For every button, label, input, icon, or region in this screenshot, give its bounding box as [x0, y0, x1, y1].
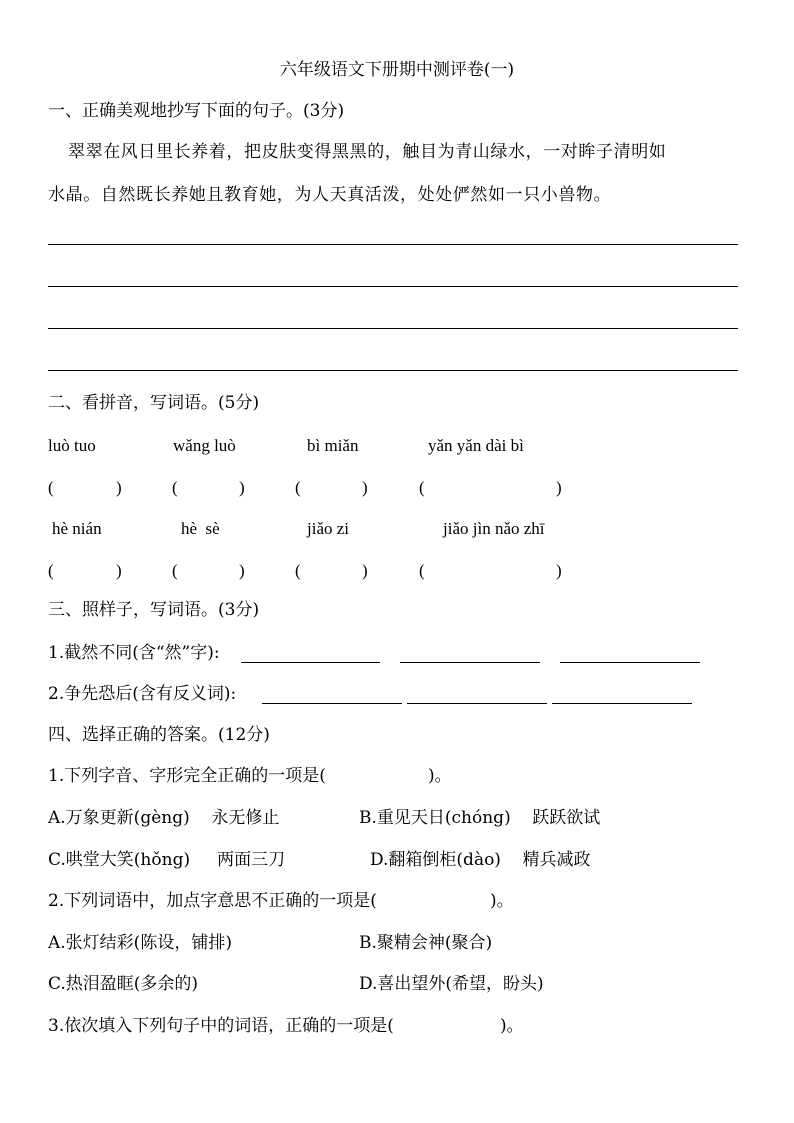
pinyin-wangluo: wǎng luò [173, 436, 236, 455]
writing-line-3[interactable] [48, 328, 738, 329]
s4-q3-stem-end: )。 [500, 1016, 524, 1036]
pinyin-yanyandaibi: yǎn yǎn dài bì [428, 436, 524, 455]
s3-question-1: 1.截然不同(含“然”字): [48, 643, 220, 663]
answer-paren-open: ( [295, 561, 301, 580]
s4-q2-option-c[interactable]: C.热泪盈眶(多余的) [48, 974, 199, 994]
s4-q2-stem-end: )。 [490, 891, 514, 911]
pinyin-jiaojinnaozhi: jiǎo jìn nǎo zhī [443, 519, 545, 538]
section-4-heading: 四、选择正确的答案。(12分) [48, 725, 270, 745]
writing-line-1[interactable] [48, 244, 738, 245]
answer-paren-open: ( [48, 478, 54, 497]
passage-line-2: 水晶。自然既长养她且教育她，为人天真活泼，处处俨然如一只小兽物。 [48, 185, 612, 205]
s4-q1-option-b[interactable]: B.重见天日(chóng) 跃跃欲试 [359, 808, 601, 828]
s4-q2-option-a[interactable]: A.张灯结彩(陈设，铺排) [48, 933, 232, 953]
answer-paren-open: ( [172, 561, 178, 580]
pinyin-bimian: bì miǎn [307, 436, 359, 455]
s4-q3-stem: 3.依次填入下列句子中的词语，正确的一项是( [48, 1016, 394, 1036]
answer-paren-close: ) [116, 478, 122, 497]
answer-paren-close: ) [239, 561, 245, 580]
section-2-heading: 二、看拼音，写词语。(5分) [48, 393, 260, 413]
answer-paren-close: ) [556, 561, 562, 580]
passage-line-1: 翠翠在风日里长养着，把皮肤变得黑黑的，触目为青山绿水，一对眸子清明如 [68, 142, 667, 162]
answer-blank[interactable] [407, 703, 547, 704]
s3-question-2: 2.争先恐后(含有反义词): [48, 684, 237, 704]
answer-paren-close: ) [116, 561, 122, 580]
s4-q1-option-a[interactable]: A.万象更新(gèng) 永无修止 [48, 808, 280, 828]
answer-paren-close: ) [556, 478, 562, 497]
pinyin-luotuo: luò tuo [48, 436, 96, 455]
s4-q2-option-b[interactable]: B.聚精会神(聚合) [359, 933, 493, 953]
page-title: 六年级语文下册期中测评卷(一) [279, 60, 515, 80]
answer-blank[interactable] [552, 703, 692, 704]
answer-paren-close: ) [362, 478, 368, 497]
answer-blank[interactable] [262, 703, 402, 704]
section-3-heading: 三、照样子，写词语。(3分) [48, 600, 260, 620]
answer-paren-open: ( [419, 561, 425, 580]
pinyin-hese: hè sè [181, 519, 220, 538]
answer-paren-open: ( [172, 478, 178, 497]
answer-blank[interactable] [400, 662, 540, 663]
writing-line-2[interactable] [48, 286, 738, 287]
answer-paren-close: ) [362, 561, 368, 580]
s4-q1-option-c[interactable]: C.哄堂大笑(hǒng) 两面三刀 [48, 850, 286, 870]
answer-paren-close: ) [239, 478, 245, 497]
answer-paren-open: ( [295, 478, 301, 497]
answer-blank[interactable] [241, 662, 380, 663]
pinyin-henian: hè nián [52, 519, 102, 538]
pinyin-jiaozi: jiǎo zi [307, 519, 350, 538]
answer-paren-open: ( [419, 478, 425, 497]
answer-paren-open: ( [48, 561, 54, 580]
writing-line-4[interactable] [48, 370, 738, 371]
s4-q1-stem-end: )。 [428, 766, 452, 786]
section-1-heading: 一、正确美观地抄写下面的句子。(3分) [48, 101, 345, 121]
answer-blank[interactable] [560, 662, 700, 663]
s4-q2-option-d[interactable]: D.喜出望外(希望，盼头) [359, 974, 544, 994]
s4-q2-stem: 2.下列词语中，加点字意思不正确的一项是( [48, 891, 377, 911]
s4-q1-stem: 1.下列字音、字形完全正确的一项是( [48, 766, 326, 786]
s4-q1-option-d[interactable]: D.翻箱倒柜(dào) 精兵减政 [370, 850, 591, 870]
